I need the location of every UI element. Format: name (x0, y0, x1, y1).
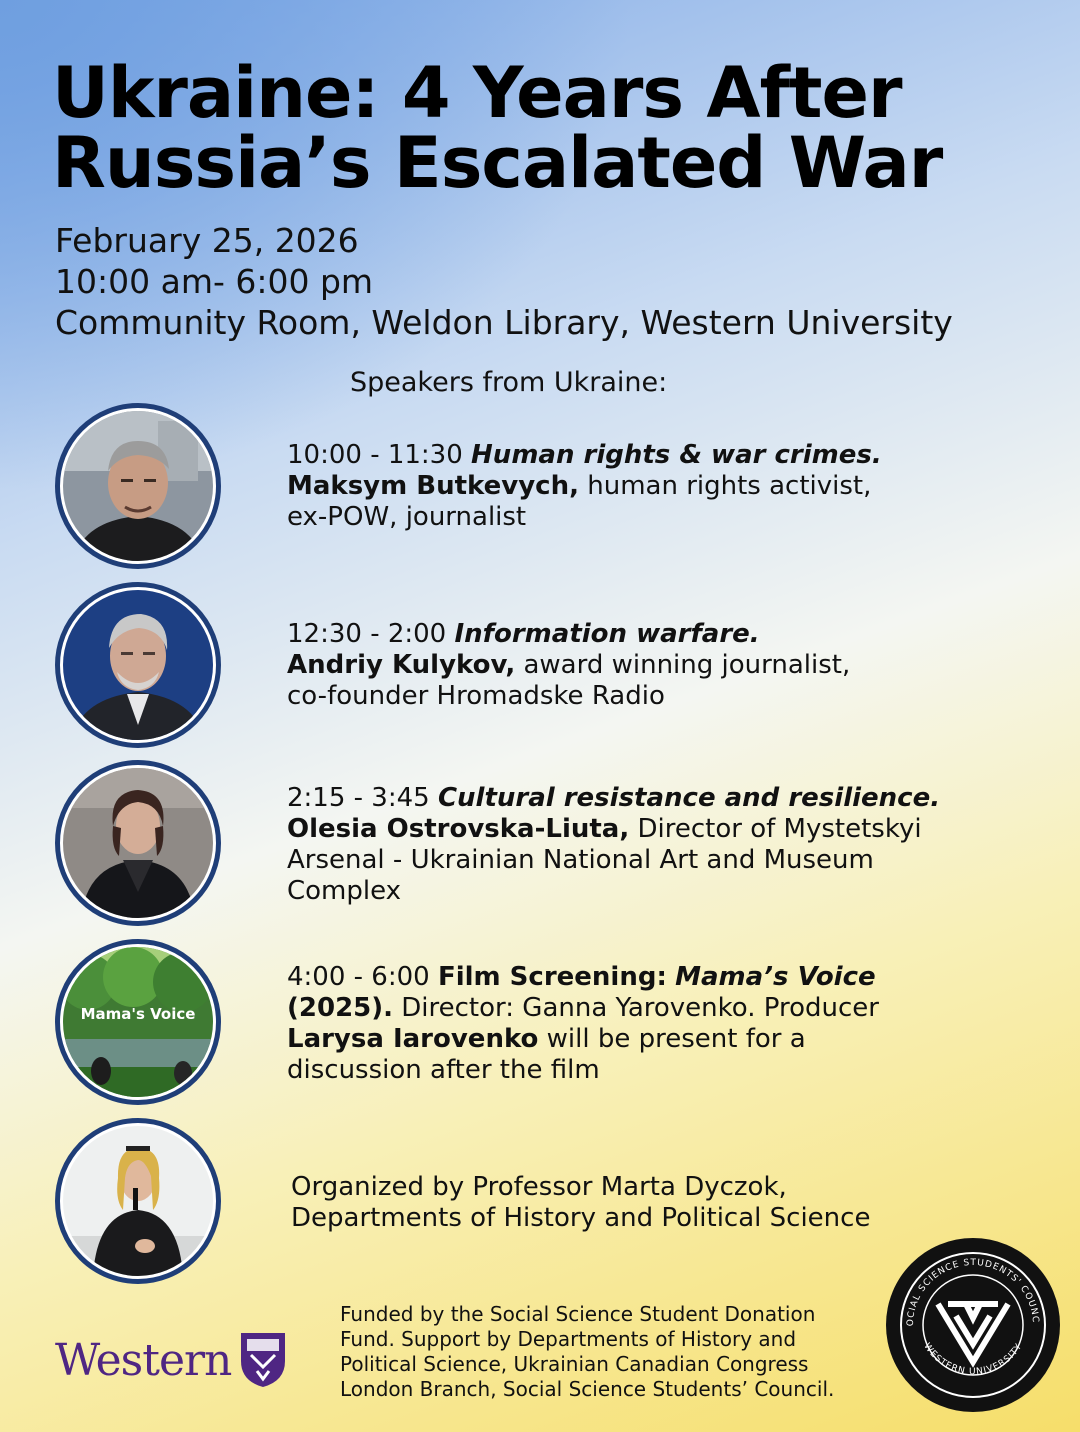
svg-text:SOCIAL SCIENCE STUDENTS' COUNC (886, 1238, 1040, 1326)
speaker-name: Andriy Kulykov, (287, 650, 516, 680)
poster-title (52, 52, 1062, 204)
film-screening-label: Film Screening: (437, 962, 667, 992)
film-note: will be present for a (546, 1024, 806, 1054)
funding-line-3: Political Science, Ukrainian Canadian Congress (340, 1352, 809, 1376)
organizer-line-2: Departments of History and Political Science (291, 1203, 871, 1233)
title-line-2: Russia’s Escalated War (52, 122, 943, 204)
film-title: Mama’s Voice (675, 962, 876, 992)
sssc-ring-top-text: OCIAL SCIENCE STUDENTS' COUNC (905, 1257, 1041, 1327)
film-producer: Larysa Iarovenko (287, 1024, 539, 1054)
speakers-heading: Speakers from Ukraine: (350, 367, 668, 398)
session-time: 2:15 - 3:45 (287, 783, 430, 813)
session-2 (287, 619, 987, 712)
sssc-emblem-icon (938, 1304, 1008, 1362)
speaker-photo-olesia-ostrovska-liuta (55, 760, 221, 926)
title-line-1: Ukraine: 4 Years After (52, 52, 902, 134)
funding-line-4: London Branch, Social Science Students’ Council. (340, 1377, 835, 1401)
western-crest-icon (239, 1331, 287, 1389)
speaker-name: Olesia Ostrovska-Liuta, (287, 814, 630, 844)
event-date: February 25, 2026 (55, 221, 359, 260)
film-poster-title: Mama's Voice (80, 1005, 196, 1023)
session-time: 4:00 - 6:00 (287, 962, 430, 992)
film-note-cont: discussion after the film (287, 1055, 600, 1085)
sssc-ring-bottom-text: WESTERN UNIVERSITY (921, 1341, 1025, 1378)
event-details (55, 220, 1005, 343)
session-1 (287, 440, 987, 533)
film-year: (2025). (287, 993, 394, 1023)
funding-line-2: Fund. Support by Departments of History and (340, 1327, 797, 1351)
session-topic: Cultural resistance and resilience. (437, 783, 941, 813)
speaker-description: award winning journalist, (523, 650, 851, 680)
speaker-description: Director of Mystetskyi (637, 814, 922, 844)
speaker-photo-maksym-butkevych (55, 403, 221, 569)
session-4 (287, 962, 987, 1086)
speaker-description-cont: Arsenal - Ukrainian National Art and Museum (287, 845, 874, 875)
western-wordmark: Western (55, 1334, 232, 1386)
speaker-description: human rights activist, (587, 471, 872, 501)
event-time: 10:00 am- 6:00 pm (55, 262, 374, 301)
session-topic: Human rights & war crimes. (471, 440, 882, 470)
event-location: Community Room, Weldon Library, Western University (55, 303, 953, 342)
organizer-info (291, 1172, 991, 1234)
speaker-photo-andriy-kulykov (55, 582, 221, 748)
session-topic: Information warfare. (454, 619, 760, 649)
funding-statement (340, 1302, 900, 1402)
speaker-description-cont: ex-POW, journalist (287, 502, 527, 532)
session-time: 10:00 - 11:30 (287, 440, 463, 470)
social-science-students-council-logo (886, 1238, 1060, 1412)
speaker-name: Maksym Butkevych, (287, 471, 579, 501)
session-3 (287, 783, 987, 907)
session-time: 12:30 - 2:00 (287, 619, 447, 649)
organizer-photo (55, 1118, 221, 1284)
film-director: Director: Ganna Yarovenko. Producer (401, 993, 879, 1023)
speaker-description-cont: Complex (287, 876, 402, 906)
western-university-logo (55, 1330, 287, 1390)
funding-line-1: Funded by the Social Science Student Donation (340, 1302, 816, 1326)
film-poster-mamas-voice (55, 939, 221, 1105)
organizer-line-1: Organized by Professor Marta Dyczok, (291, 1172, 787, 1202)
speaker-description-cont: co-founder Hromadske Radio (287, 681, 665, 711)
